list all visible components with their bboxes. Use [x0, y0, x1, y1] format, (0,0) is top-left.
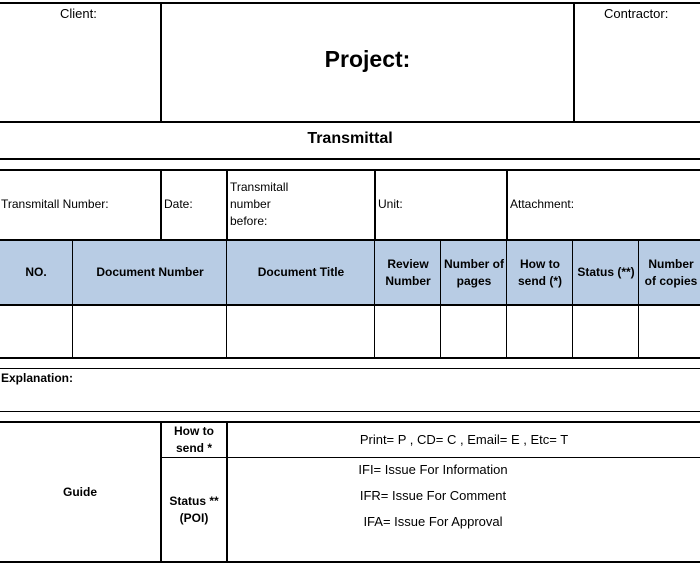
status-value-ifa: IFA= Issue For Approval — [363, 514, 503, 529]
project-label: Project: — [324, 46, 411, 72]
border-guide-1 — [160, 421, 162, 563]
col-header-number-of-pages: Number of pages — [444, 256, 504, 288]
how-to-send-value: Print= P , CD= C , Email= E , Etc= T — [359, 432, 569, 447]
border-info-1 — [160, 169, 162, 240]
col-header-document-title: Document Title — [257, 265, 345, 279]
border-info-3 — [374, 169, 376, 240]
border-explanation-bottom — [0, 411, 700, 412]
status-value-ifr: IFR= Issue For Comment — [359, 488, 507, 503]
unit-label: Unit: — [378, 197, 403, 211]
document-title: Transmittal — [307, 130, 393, 147]
date-label: Date: — [164, 197, 193, 211]
explanation-label: Explanation: — [1, 371, 74, 385]
col-header-document-number: Document Number — [96, 265, 204, 279]
border-header-right — [573, 2, 575, 122]
border-table-bottom — [0, 357, 700, 359]
col-header-review-number: Review Number — [385, 256, 431, 288]
border-guide-mid — [162, 457, 700, 458]
border-title-bottom — [0, 158, 700, 160]
border-header-bottom — [0, 121, 700, 123]
border-explanation-top — [0, 368, 700, 369]
border-info-2 — [226, 169, 228, 240]
contractor-label: Contractor: — [604, 6, 669, 21]
table-row[interactable] — [0, 306, 700, 357]
border-info-4 — [506, 169, 508, 240]
transmittal-number-label: Transmitall Number: — [1, 197, 109, 211]
attachment-label: Attachment: — [510, 197, 575, 211]
col-header-status: Status (**) — [577, 265, 635, 279]
border-top — [0, 2, 700, 4]
col-header-no: NO. — [25, 265, 47, 279]
col-header-how-to-send: How to send (*) — [517, 256, 562, 288]
status-label: Status ** (POI) — [169, 494, 219, 525]
border-bottom — [0, 561, 700, 563]
guide-label: Guide — [62, 484, 97, 499]
number-before-label: Transmitall number before: — [230, 180, 289, 228]
how-to-send-label: How to send * — [174, 423, 214, 455]
client-label: Client: — [60, 6, 97, 21]
col-header-number-of-copies: Number of copies — [644, 256, 698, 288]
status-value-ifi: IFI= Issue For Information — [358, 462, 508, 477]
